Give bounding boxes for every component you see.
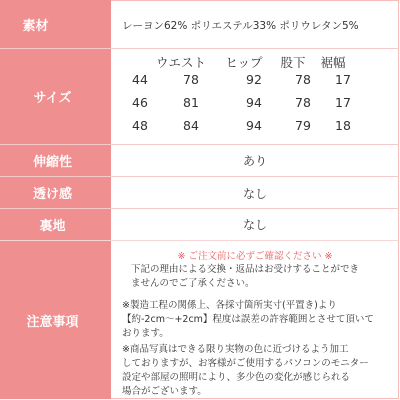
size-cell: 94 bbox=[246, 95, 262, 110]
notes-line: 下記の理由による交換・返品はお受けすることができ bbox=[131, 264, 360, 275]
notes-label: 注意事項 bbox=[0, 241, 111, 399]
notes-line: おります。 bbox=[122, 328, 169, 339]
size-cell: 17 bbox=[335, 72, 351, 87]
notes-line: 設定や部屋の照明により、多少色の変化が感じられる bbox=[122, 372, 351, 383]
stretch-label: 伸縮性 bbox=[0, 145, 111, 176]
size-cell: 17 bbox=[335, 95, 351, 110]
size-cell: 78 bbox=[183, 72, 199, 87]
size-cell: 81 bbox=[183, 95, 199, 110]
size-label: サイズ bbox=[0, 49, 111, 144]
size-cell: 44 bbox=[132, 72, 148, 87]
lining-value: なし bbox=[242, 218, 267, 232]
sheer-label: 透け感 bbox=[0, 177, 111, 208]
notes-line: 場合がございます。 bbox=[122, 386, 207, 397]
size-cell: 79 bbox=[295, 118, 311, 133]
size-cell: 94 bbox=[246, 118, 262, 133]
size-cell: 78 bbox=[295, 72, 311, 87]
size-cell: 92 bbox=[246, 72, 262, 87]
size-header-inseam: 股下 bbox=[280, 55, 306, 70]
material-label: 素材 bbox=[0, 0, 111, 48]
size-table-row bbox=[132, 95, 364, 110]
material-value: レーヨン62% ポリエステル33% ポリウレタン5% bbox=[122, 20, 359, 32]
size-cell: 78 bbox=[295, 95, 311, 110]
size-cell: 46 bbox=[132, 95, 148, 110]
notes-line: ※製造工程の関係上、各採寸箇所実寸(平置き)より bbox=[122, 300, 337, 311]
size-header-hem: 裾幅 bbox=[320, 55, 346, 70]
notes-measure bbox=[122, 299, 384, 341]
lining-label: 裏地 bbox=[0, 209, 111, 240]
size-cell: 48 bbox=[132, 118, 148, 133]
size-header-hip: ヒップ bbox=[225, 55, 263, 70]
notes-warning: ※ ご注文前に必ずご確認ください ※ bbox=[177, 251, 333, 262]
size-cell: 84 bbox=[183, 118, 199, 133]
notes-line: ませんのでご了承ください。 bbox=[131, 278, 255, 289]
size-table-row bbox=[132, 72, 364, 87]
size-table-header bbox=[136, 53, 354, 71]
size-header-waist: ウエスト bbox=[155, 55, 206, 70]
notes-line: 【約-2cm〜+2cm】程度は誤差の許容範囲とさせて頂いて bbox=[122, 314, 374, 325]
stretch-value: あり bbox=[242, 154, 267, 168]
notes-photo bbox=[122, 343, 384, 399]
notes-line: しておりますが、お客様がご使用するパソコンのモニター bbox=[122, 358, 369, 369]
size-cell: 18 bbox=[335, 118, 351, 133]
size-table-row bbox=[132, 118, 364, 133]
notes-intro bbox=[131, 263, 393, 291]
notes-line: ※商品写真はできる限り実物の色に近づけるよう加工 bbox=[122, 344, 349, 355]
sheer-value: なし bbox=[242, 187, 267, 201]
